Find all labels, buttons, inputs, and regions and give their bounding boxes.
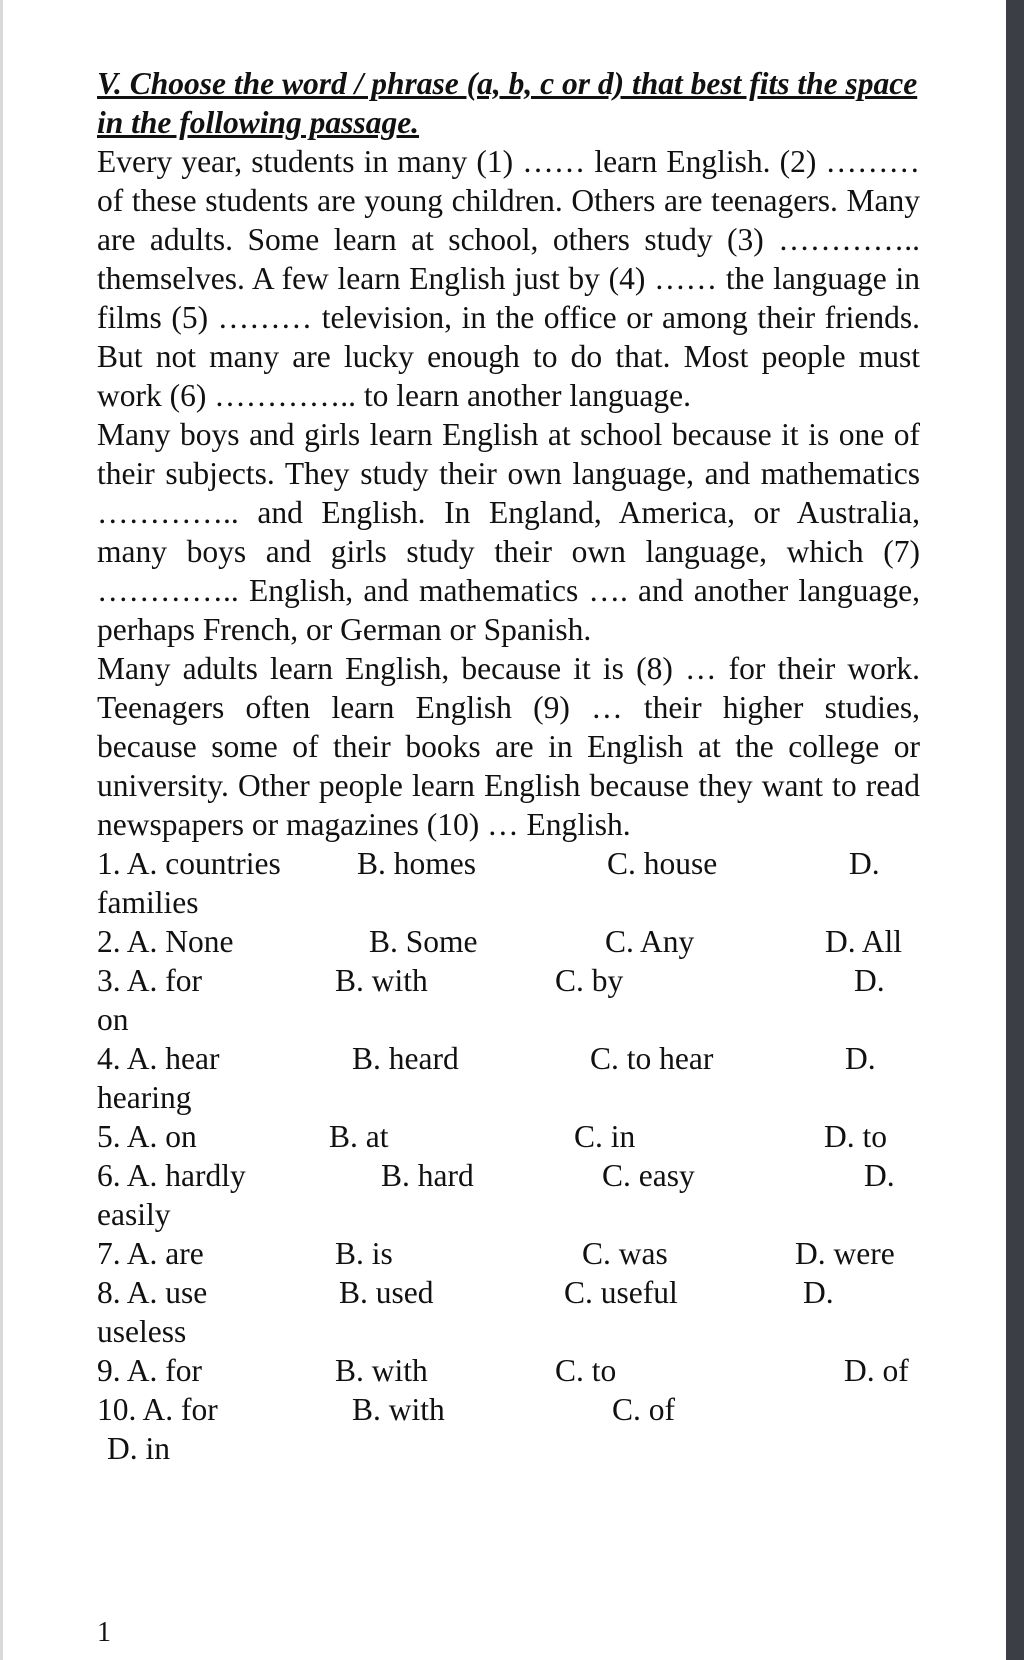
option-d: D. were (795, 1236, 895, 1271)
page-number: 1 (97, 1617, 111, 1648)
option-d: D. (854, 963, 885, 998)
passage-paragraph-3: Many adults learn English, because it is (8) … for their work. Teenagers often learn English (9) … their higher studies, because some of their books are in English at the college or university. Other people learn English because they want to read newspapers or magazines (10) … English. (97, 651, 920, 842)
option-d-text: easily (97, 1197, 171, 1232)
option-a: 5. A. on (97, 1119, 197, 1154)
question-6 (97, 1156, 920, 1195)
option-a: 6. A. hardly (97, 1158, 246, 1193)
page-edge (0, 0, 3, 1660)
question-1-wrap (97, 883, 920, 922)
option-a: 2. A. None (97, 924, 234, 959)
option-a: 1. A. countries (97, 846, 281, 881)
question-1 (97, 844, 920, 883)
exercise-heading: V. Choose the word / phrase (a, b, c or d) that best fits the space in the following passage. (97, 66, 918, 140)
option-b: B. at (329, 1119, 389, 1154)
option-a: 3. A. for (97, 963, 202, 998)
question-4 (97, 1039, 920, 1078)
option-d: D. of (844, 1353, 909, 1388)
option-c: C. was (582, 1236, 668, 1271)
option-d: D. (845, 1041, 876, 1076)
option-c: C. to (555, 1353, 617, 1388)
question-9 (97, 1351, 920, 1390)
option-a: 10. A. for (97, 1392, 218, 1427)
passage-paragraph-2: Many boys and girls learn English at school because it is one of their subjects. They study their own language, and mathematics ………….. and English. In England, America, or Australia, many boys and girls study their own language, which (7) ………….. English, and mathematics …. and another language, perhaps French, or German or Spanish. (97, 417, 920, 647)
option-b: B. hard (381, 1158, 474, 1193)
exercise-content (97, 64, 920, 1468)
question-4-wrap (97, 1078, 920, 1117)
question-8-wrap (97, 1312, 920, 1351)
option-c: C. in (574, 1119, 636, 1154)
option-b: B. heard (352, 1041, 459, 1076)
option-a: 7. A. are (97, 1236, 204, 1271)
question-7 (97, 1234, 920, 1273)
option-d: D. (864, 1158, 895, 1193)
option-d: D. All (825, 924, 903, 959)
option-d: D. to (824, 1119, 887, 1154)
option-b: B. homes (357, 846, 477, 881)
option-c: C. by (555, 963, 624, 998)
option-c: C. house (607, 846, 718, 881)
question-3 (97, 961, 920, 1000)
question-3-wrap (97, 1000, 920, 1039)
option-d: D. (803, 1275, 834, 1310)
option-b: B. used (339, 1275, 434, 1310)
question-10-wrap (97, 1429, 920, 1468)
question-2 (97, 922, 920, 961)
option-d: D. in (107, 1431, 170, 1466)
option-c: C. of (612, 1392, 675, 1427)
question-6-wrap (97, 1195, 920, 1234)
option-b: B. Some (369, 924, 478, 959)
question-5 (97, 1117, 920, 1156)
option-d-text: families (97, 885, 199, 920)
option-b: B. is (335, 1236, 393, 1271)
option-d-text: hearing (97, 1080, 192, 1115)
passage-paragraph-1: Every year, students in many (1) …… learn English. (2) ……… of these students are young children. Others are teenagers. Many are adults. Some learn at school, others study (3) ………….. themselves. A few learn English just by (4) …… the language in films (5) ……… television, in the office or among their friends. But not many are lucky enough to do that. Most people must work (6) ………….. to learn another language. (97, 144, 920, 413)
option-d-text: on (97, 1002, 129, 1037)
option-c: C. useful (564, 1275, 678, 1310)
option-a: 4. A. hear (97, 1041, 220, 1076)
option-b: B. with (335, 1353, 428, 1388)
question-10 (97, 1390, 920, 1429)
option-c: C. easy (602, 1158, 695, 1193)
option-a: 9. A. for (97, 1353, 202, 1388)
option-d: D. (849, 846, 880, 881)
option-d-text: useless (97, 1314, 187, 1349)
option-b: B. with (335, 963, 428, 998)
option-a: 8. A. use (97, 1275, 208, 1310)
option-b: B. with (352, 1392, 445, 1427)
question-8 (97, 1273, 920, 1312)
option-c: C. Any (605, 924, 695, 959)
option-c: C. to hear (590, 1041, 714, 1076)
